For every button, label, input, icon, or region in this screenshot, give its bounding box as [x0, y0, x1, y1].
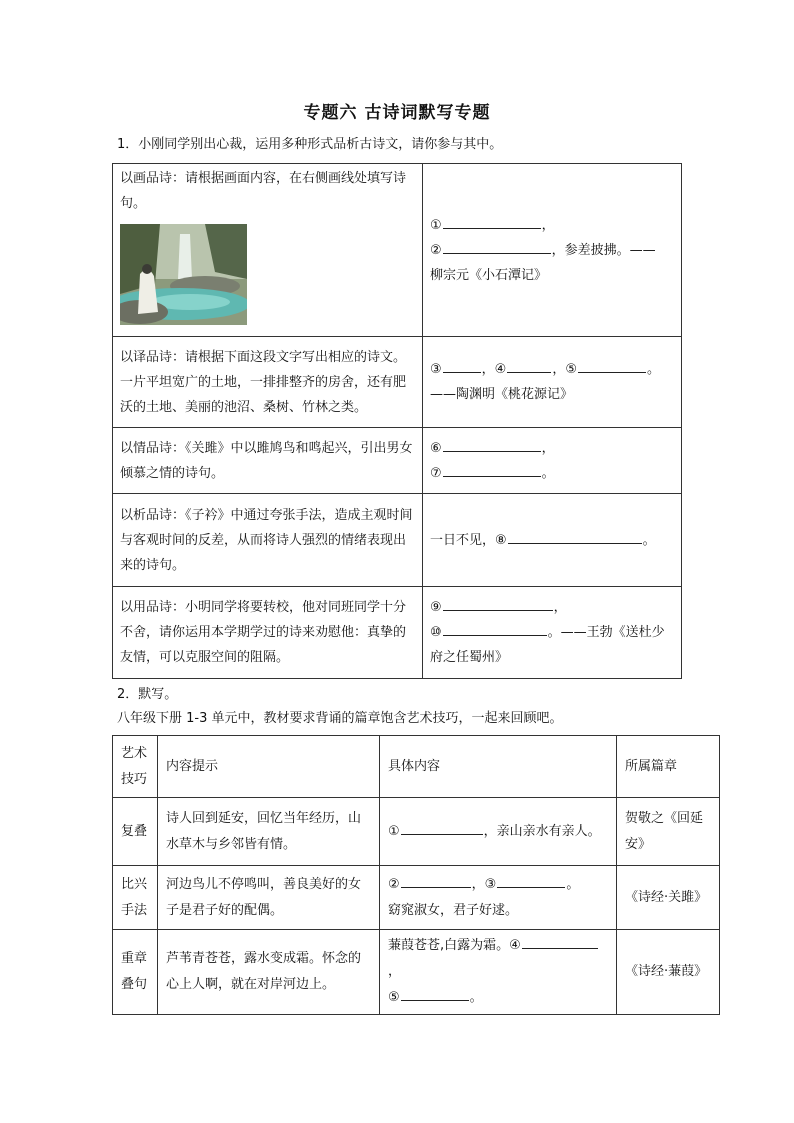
punct: 。 [469, 990, 483, 1005]
answer-label-5: ，⑤ [552, 362, 577, 377]
content-cell [380, 866, 617, 930]
content-cell [380, 930, 617, 1015]
row-3-prompt: 以情品诗：《关雎》中以雎鸠鸟和鸣起兴，引出男女倾慕之情的诗句。 [113, 428, 423, 494]
technique-cell: 复叠 [113, 798, 158, 866]
answer-suffix: ，亲山亲水有亲人。 [483, 823, 601, 839]
source-text: ——陶渊明《桃花源记》 [430, 387, 574, 402]
question-1-table [112, 163, 682, 679]
answer-blank-7[interactable] [443, 462, 541, 477]
answer-blank-5[interactable] [578, 358, 646, 373]
answer-prefix: 蒹葭苍苍,白露为霜。④ [388, 938, 521, 953]
source-text: 府之任蜀州》 [430, 650, 509, 665]
answer-label-2: ② [388, 876, 400, 892]
row-1-prompt-cell [113, 164, 423, 337]
header-source: 所属篇章 [617, 736, 720, 798]
row-2-prompt: 以译品诗：请根据下面这段文字写出相应的诗文。一片平坦宽广的土地，一排排整齐的房舍，还有肥沃的土地、美丽的池沼、桑树、竹林之类。 [113, 337, 423, 428]
punct: 。 [642, 532, 656, 548]
row-3-answer-cell [423, 428, 682, 494]
punct: ， [541, 217, 555, 233]
punct: ， [388, 964, 402, 979]
row-4-answer-cell [423, 494, 682, 587]
answer-label-1: ① [388, 823, 400, 839]
answer-blank-3[interactable] [497, 873, 565, 888]
answer-blank-2[interactable] [443, 239, 551, 254]
row-2-answer-cell [423, 337, 682, 428]
question-2-prompt: 2．默写。 [117, 687, 178, 702]
question-2-intro: 八年级下册 1-3 单元中，教材要求背诵的篇章饱含艺术技巧，一起来回顾吧。 [117, 711, 563, 726]
landscape-painting-image [120, 224, 247, 325]
answer-blank-1[interactable] [401, 820, 483, 835]
row-4-prompt: 以析品诗：《子衿》中通过夸张手法，造成主观时间与客观时间的反差，从而将诗人强烈的情绪表现出来的诗句。 [113, 494, 423, 587]
answer-label-6: ⑥ [430, 440, 442, 456]
hint-cell: 河边鸟儿不停鸣叫，善良美好的女子是君子好的配偶。 [158, 866, 380, 930]
answer-label-7: ⑦ [430, 465, 442, 481]
answer-label-2: ② [430, 242, 442, 258]
hint-cell: 诗人回到延安，回忆当年经历，山水草木与乡邻皆有情。 [158, 798, 380, 866]
row-1-prompt: 以画品诗：请根据画面内容，在右侧画线处填写诗句。 [120, 171, 407, 211]
given-line: 窈窕淑女，君子好逑。 [388, 902, 519, 918]
answer-label-9: ⑨ [430, 600, 442, 615]
technique-cell: 重章叠句 [113, 930, 158, 1015]
answer-label-3: ，③ [471, 876, 497, 892]
source-cell: 《诗经·蒹葭》 [617, 930, 720, 1015]
answer-suffix: 。——王勃《送杜少 [547, 625, 665, 640]
page-title: 专题六 古诗词默写专题 [303, 103, 491, 123]
punct: 。 [541, 465, 555, 481]
answer-blank-3[interactable] [443, 358, 481, 373]
answer-suffix: ，参差披拂。—— [551, 242, 656, 258]
source-cell: 贺敬之《回延安》 [617, 798, 720, 866]
punct: 。 [646, 362, 660, 377]
header-technique: 艺术技巧 [113, 736, 158, 798]
answer-label-1: ① [430, 217, 442, 233]
question-1-prompt: 1．小刚同学别出心裁，运用多种形式品析古诗文，请你参与其中。 [117, 137, 503, 152]
hint-cell: 芦苇青苍苍，露水变成霜。怀念的心上人啊，就在对岸河边上。 [158, 930, 380, 1015]
answer-blank-2[interactable] [401, 873, 471, 888]
answer-blank-6[interactable] [443, 437, 541, 452]
question-2-table [112, 735, 720, 1015]
answer-label-4: ，④ [481, 362, 507, 377]
answer-blank-1[interactable] [443, 214, 541, 229]
answer-blank-4[interactable] [522, 934, 598, 949]
answer-blank-4[interactable] [507, 358, 551, 373]
row-5-prompt: 以用品诗：小明同学将要转校，他对同班同学十分不舍，请你运用本学期学过的诗来劝慰他：真挚的友情，可以克服空间的阻隔。 [113, 587, 423, 679]
header-hint: 内容提示 [158, 736, 380, 798]
answer-blank-10[interactable] [443, 621, 547, 636]
content-cell [380, 798, 617, 866]
answer-blank-9[interactable] [443, 596, 553, 611]
punct: ， [541, 440, 555, 456]
header-content: 具体内容 [380, 736, 617, 798]
answer-blank-5[interactable] [401, 986, 469, 1001]
answer-label-5: ⑤ [388, 990, 400, 1005]
answer-label-3: ③ [430, 362, 442, 377]
answer-blank-8[interactable] [508, 529, 642, 544]
technique-cell: 比兴手法 [113, 866, 158, 930]
punct: ， [553, 600, 567, 615]
answer-prefix: 一日不见，⑧ [430, 532, 507, 548]
source-text: 柳宗元《小石潭记》 [430, 267, 548, 283]
answer-label-10: ⑩ [430, 625, 442, 640]
punct: 。 [566, 876, 580, 892]
row-5-answer-cell [423, 587, 682, 679]
row-1-answer-cell [423, 164, 682, 337]
source-cell: 《诗经·关雎》 [617, 866, 720, 930]
